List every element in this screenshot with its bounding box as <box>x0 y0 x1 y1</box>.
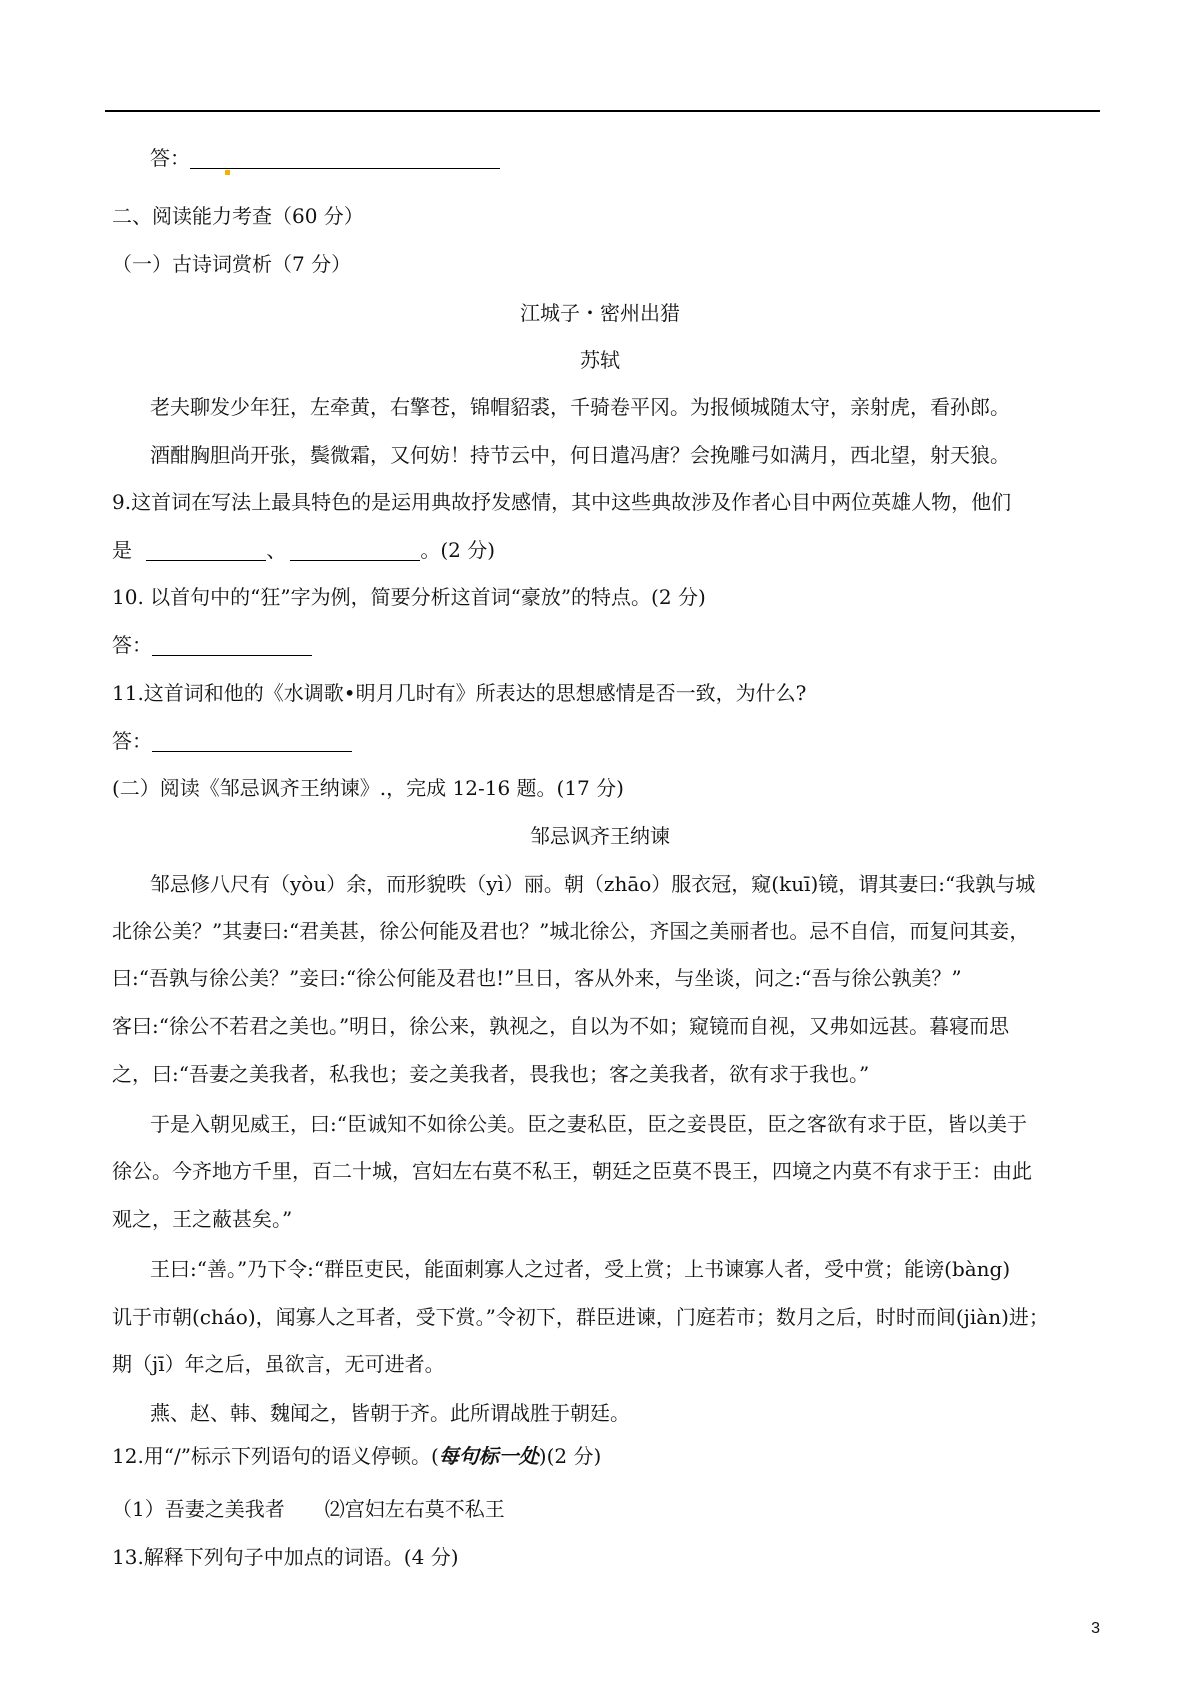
passage-line: 讥于市朝(cháo)，闻寡人之耳者，受下赏。”令初下，群臣进谏，门庭若市；数月之后，时时而间(jiàn)进； <box>112 1305 1049 1329</box>
q12-suffix: )(2 分) <box>538 1444 602 1468</box>
section2-title: 二、阅读能力考查（60 分） <box>112 204 364 228</box>
q9-separator: 、 <box>266 538 287 562</box>
passage-line: 期（jī）年之后，虽欲言，无可进者。 <box>112 1352 445 1376</box>
highlight-mark <box>225 170 230 175</box>
passage-line: 观之，王之蔽甚矣。” <box>112 1207 293 1231</box>
passage-title: 邹忌讽齐王纳谏 <box>530 824 670 848</box>
q10-answer-line <box>112 631 1100 659</box>
q9-prefix: 是 <box>112 538 132 562</box>
q9-blank-2[interactable] <box>290 538 420 561</box>
q9-suffix: 。(2 分) <box>420 538 496 562</box>
passage-line: 北徐公美？”其妻曰:“君美甚，徐公何能及君也？”城北徐公，齐国之美丽者也。忌不自信，而复问其妾， <box>112 919 1030 943</box>
passage-line: 王曰:“善。”乃下令:“群臣吏民，能面刺寡人之过者，受上赏；上书谏寡人者，受中赏；能谤(bàng) <box>150 1257 1011 1281</box>
passage-line: 之，曰:“吾妻之美我者，私我也；妾之美我者，畏我也；客之美我者，欲有求于我也。” <box>112 1062 870 1086</box>
poem-author: 苏轼 <box>580 348 620 372</box>
q11-answer-label: 答： <box>112 729 152 753</box>
passage-line: 曰:“吾孰与徐公美？”妾曰:“徐公何能及君也!”旦日，客从外来，与坐谈，问之:“吾与徐公孰美？” <box>112 966 962 990</box>
answer-line-1 <box>150 144 1100 172</box>
answer-label: 答： <box>150 146 190 170</box>
q11-text: 11.这首词和他的《水调歌•明月几时有》所表达的思想感情是否一致，为什么? <box>112 681 807 705</box>
page-number: 3 <box>1091 1620 1100 1637</box>
part1-title: （一）古诗词赏析（7 分） <box>112 252 352 276</box>
q12-items: （1）吾妻之美我者 ⑵宫妇左右莫不私王 <box>112 1497 505 1521</box>
q9-answer-line <box>112 536 1100 564</box>
passage-line: 邹忌修八尺有（yòu）余，而形貌昳（yì）丽。朝（zhāo）服衣冠，窥(kuī)镜，谓其妻曰:“我孰与城 <box>150 872 1036 896</box>
q13-text: 13.解释下列句子中加点的词语。(4 分) <box>112 1545 459 1569</box>
part2-title: (二）阅读《邹忌讽齐王纳谏》.，完成 12-16 题。(17 分) <box>112 776 624 800</box>
passage-line: 于是入朝见威王，曰:“臣诚知不如徐公美。臣之妻私臣，臣之妾畏臣，臣之客欲有求于臣，皆以美于 <box>150 1112 1027 1136</box>
poem-line-2: 酒酣胸胆尚开张，鬓微霜，又何妨！持节云中，何日遣冯唐？会挽雕弓如满月，西北望，射天狼。 <box>150 443 1010 467</box>
passage-line: 燕、赵、韩、魏闻之，皆朝于齐。此所谓战胜于朝廷。 <box>150 1401 630 1425</box>
q12-prefix: 12.用“/”标示下列语句的语义停顿。( <box>112 1444 439 1468</box>
q9-text: 9.这首词在写法上最具特色的是运用典故抒发感情，其中这些典故涉及作者心目中两位英雄人物，他们 <box>112 490 1012 514</box>
q11-answer-blank[interactable] <box>152 729 352 752</box>
passage-line: 徐公。今齐地方千里，百二十城，宫妇左右莫不私王，朝廷之臣莫不畏王，四境之内莫不有求于王：由此 <box>112 1159 1032 1183</box>
q12-emphasis: 每句标一处 <box>438 1444 539 1468</box>
q9-blank-1[interactable] <box>146 538 266 561</box>
answer-blank[interactable] <box>190 146 500 169</box>
poem-title: 江城子・密州出猎 <box>520 301 680 325</box>
poem-line-1: 老夫聊发少年狂，左牵黄，右擎苍，锦帽貂裘，千骑卷平冈。为报倾城随太守，亲射虎，看孙郎。 <box>150 395 1010 419</box>
q10-answer-label: 答： <box>112 633 152 657</box>
passage-line: 客曰:“徐公不若君之美也。”明日，徐公来，孰视之，自以为不如；窥镜而自视，又弗如远甚。暮寝而思 <box>112 1014 1010 1038</box>
header-rule <box>105 110 1100 112</box>
q11-answer-line <box>112 727 1100 755</box>
q12-text <box>112 1442 1100 1470</box>
q10-answer-blank[interactable] <box>152 633 312 656</box>
q10-text: 10. 以首句中的“狂”字为例，简要分析这首词“豪放”的特点。(2 分) <box>112 585 706 609</box>
